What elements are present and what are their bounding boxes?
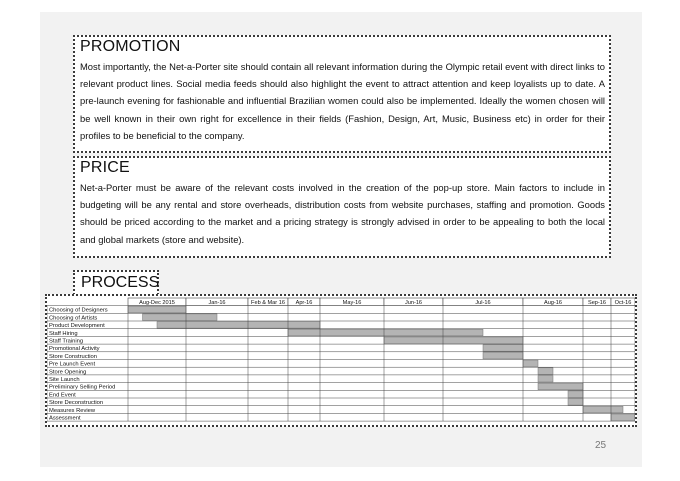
column-header-label: Jul-16 <box>475 300 491 307</box>
column-header-label: May-16 <box>342 300 362 307</box>
page-number: 25 <box>595 440 607 451</box>
price-heading: PRICE <box>80 159 130 176</box>
task-row <box>47 344 635 352</box>
task-row <box>47 413 635 421</box>
task-label: Promotional Activity <box>49 346 100 353</box>
promotion-body: Most importantly, the Net-a-Porter site should contain all relevant information during the Olympic retail event with direct links to relevant product lines. Social media feeds should also highlight the event to attract attention and keep loyalists up to date. A pre-launch evening for fashionable and influential Brazilian women could also be implemented. Ideally the women chosen will be well known in their own right for excellence in their fields (Fashion, Design, Art, Music, Business etc) in order for their profiles to be beneficial to the company. <box>80 61 605 141</box>
task-label: Measures Review <box>49 407 96 414</box>
task-bar <box>143 314 218 321</box>
task-bar <box>568 399 583 406</box>
task-label: Site Launch <box>49 377 80 383</box>
task-bar <box>538 368 553 375</box>
gantt-svg <box>47 296 635 425</box>
task-bar <box>538 383 583 390</box>
task-row <box>47 390 635 398</box>
task-label: End Event <box>49 392 76 399</box>
task-bar <box>538 376 553 383</box>
task-bar <box>483 352 523 359</box>
task-label: Staff Training <box>49 338 84 345</box>
task-bar <box>128 306 186 313</box>
task-label: Choosing of Designers <box>49 307 108 314</box>
page <box>40 12 642 467</box>
task-label: Pre Launch Event <box>49 361 96 368</box>
task-row <box>47 398 635 406</box>
task-row <box>47 321 635 329</box>
task-label: Store Deconstruction <box>49 400 104 407</box>
task-bar <box>583 406 623 413</box>
task-bar <box>384 337 523 344</box>
column-header-label: Feb & Mar 16 <box>251 300 285 307</box>
task-label: Store Construction <box>49 353 98 360</box>
task-label: Choosing of Artists <box>49 315 98 322</box>
column-header-label: Jun-16 <box>404 300 423 307</box>
task-bar <box>568 391 583 398</box>
process-gantt-chart <box>45 294 637 427</box>
price-body: Net-a-Porter must be aware of the relevant costs involved in the creation of the pop-up store. Main factors to include in budgeting will be any rental and store overheads, distribution costs from website purchases, staffing and promotion. Goods should be priced according to the market and a pricing strategy is strongly advised in order to be appealing to both the local and global markets (store and website). <box>80 182 605 245</box>
task-label: Product Development <box>49 323 105 330</box>
task-label: Store Opening <box>49 369 87 376</box>
task-bar <box>611 414 635 421</box>
task-bar <box>523 360 538 367</box>
task-label: Preliminary Selling Period <box>49 384 116 391</box>
process-heading: PROCESS <box>81 274 160 291</box>
task-label: Assessment <box>49 415 81 422</box>
task-row <box>47 336 635 344</box>
task-row <box>47 352 635 360</box>
task-bar <box>288 329 483 336</box>
task-label: Staff Hiring <box>49 330 78 337</box>
column-header-label: Jan-16 <box>208 300 226 307</box>
task-row <box>47 360 635 368</box>
price-section <box>73 156 611 258</box>
promotion-section <box>73 35 611 153</box>
column-header-label: Oct-16 <box>614 300 632 307</box>
task-row <box>47 406 635 414</box>
column-header-label: Aug-Dec 2015 <box>139 300 175 307</box>
task-row <box>47 313 635 321</box>
column-header-label: Apr-16 <box>295 300 313 307</box>
column-header-label: Aug-16 <box>543 300 563 307</box>
task-bar <box>157 322 320 329</box>
promotion-heading: PROMOTION <box>80 38 181 55</box>
task-bar <box>483 345 523 352</box>
column-header-label: Sep-16 <box>587 300 607 307</box>
